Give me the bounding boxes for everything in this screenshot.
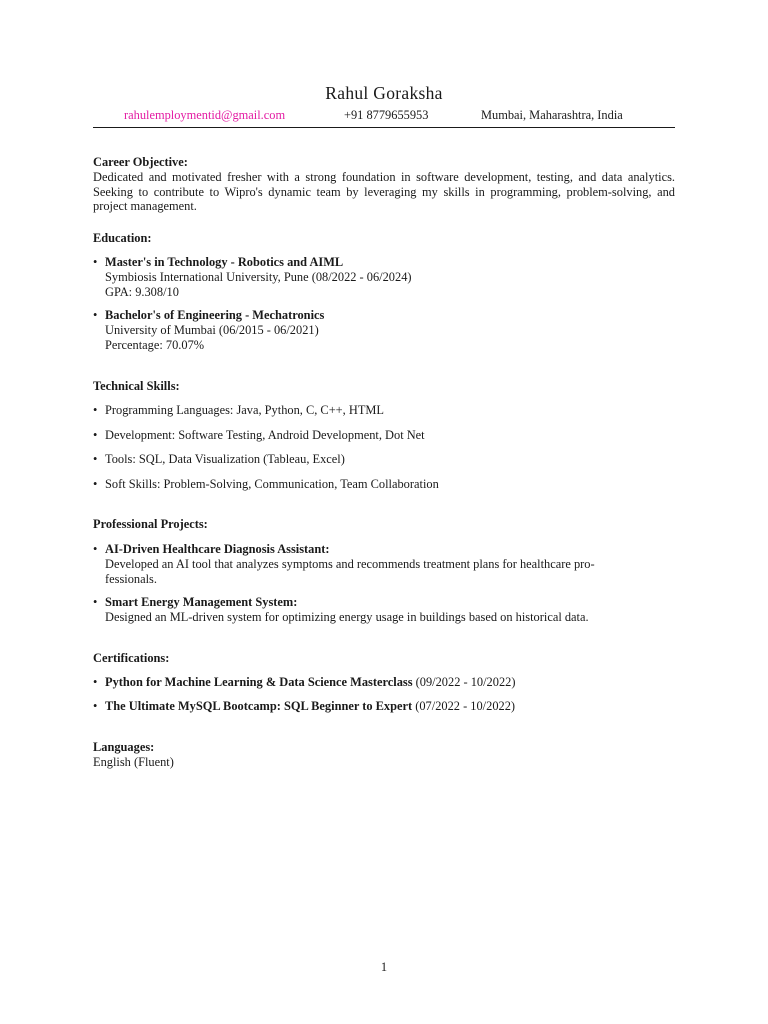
skill-text: Development: Software Testing, Android Development, Dot Net bbox=[105, 428, 425, 442]
skill-text: Tools: SQL, Data Visualization (Tableau, Excel) bbox=[105, 452, 345, 466]
candidate-name: Rahul Goraksha bbox=[325, 83, 443, 103]
certification-dates: (09/2022 - 10/2022) bbox=[415, 675, 516, 689]
email-link[interactable]: rahulemploymentid@gmail.com bbox=[124, 108, 286, 122]
project-name: Smart Energy Management System: bbox=[105, 595, 298, 609]
certifications-list-1 bbox=[93, 675, 675, 690]
bullet-icon: • bbox=[93, 477, 98, 491]
bullet-icon: • bbox=[93, 699, 98, 713]
skills-list-2 bbox=[93, 428, 675, 443]
skills-list-1 bbox=[93, 403, 675, 418]
degree-title: Bachelor's of Engineering - Mechatronics bbox=[105, 308, 325, 322]
project-description-line: Designed an ML-driven system for optimizing energy usage in buildings based on historical data. bbox=[105, 609, 589, 624]
career-objective-heading: Career Objective: bbox=[93, 155, 188, 169]
certifications-heading: Certifications: bbox=[93, 651, 170, 665]
bullet-icon: • bbox=[93, 542, 98, 556]
bullet-icon: • bbox=[93, 452, 98, 466]
project-item bbox=[93, 542, 675, 586]
institution: Symbiosis International University, Pune (08/2022 - 06/2024) bbox=[105, 269, 412, 284]
education-section bbox=[93, 231, 675, 246]
certification-item bbox=[93, 699, 675, 714]
project-item bbox=[93, 595, 675, 625]
career-objective-text: Dedicated and motivated fresher with a strong foundation in software development, testing, and data analytics. Seeking to contribute to Wipro's dynamic team by leveraging my skills in programming, problem-solving, and project management. bbox=[93, 169, 675, 214]
skill-item bbox=[93, 477, 675, 492]
projects-list-2 bbox=[93, 595, 675, 625]
skills-heading: Technical Skills: bbox=[93, 379, 180, 393]
skill-text: Soft Skills: Problem-Solving, Communication, Team Collaboration bbox=[105, 477, 439, 491]
education-list-2 bbox=[93, 308, 675, 352]
score: GPA: 9.308/10 bbox=[105, 284, 179, 299]
certification-dates: (07/2022 - 10/2022) bbox=[415, 699, 516, 713]
institution: University of Mumbai (06/2015 - 06/2021) bbox=[105, 322, 319, 337]
bullet-icon: • bbox=[93, 403, 98, 417]
project-description-line: Developed an AI tool that analyzes symptoms and recommends treatment plans for healthcare pro- bbox=[105, 556, 595, 571]
skill-item bbox=[93, 403, 675, 418]
projects-section bbox=[93, 517, 675, 532]
page-number: 1 bbox=[380, 960, 388, 974]
education-item bbox=[93, 255, 675, 299]
bullet-icon: • bbox=[93, 675, 98, 689]
certifications-list-2 bbox=[93, 699, 675, 714]
education-list bbox=[93, 255, 675, 299]
degree-title: Master's in Technology - Robotics and AIML bbox=[105, 255, 344, 269]
header-divider bbox=[93, 127, 675, 128]
skill-item bbox=[93, 452, 675, 467]
certification-name: Python for Machine Learning & Data Science Masterclass bbox=[105, 675, 413, 689]
education-heading: Education: bbox=[93, 231, 152, 245]
location: Mumbai, Maharashtra, India bbox=[481, 108, 623, 122]
score: Percentage: 70.07% bbox=[105, 337, 205, 352]
skills-list-4 bbox=[93, 477, 675, 492]
certification-item bbox=[93, 675, 675, 690]
bullet-icon: • bbox=[93, 595, 98, 609]
bullet-icon: • bbox=[93, 255, 98, 269]
phone-number: +91 8779655953 bbox=[344, 108, 429, 122]
project-name: AI-Driven Healthcare Diagnosis Assistant: bbox=[105, 542, 330, 556]
project-description-line: fessionals. bbox=[105, 571, 157, 586]
skill-item bbox=[93, 428, 675, 443]
skills-list-3 bbox=[93, 452, 675, 467]
skill-text: Programming Languages: Java, Python, C, C++, HTML bbox=[105, 403, 384, 417]
skills-section bbox=[93, 379, 675, 394]
languages-text: English (Fluent) bbox=[93, 754, 174, 769]
languages-heading: Languages: bbox=[93, 740, 155, 754]
projects-list-1 bbox=[93, 542, 675, 586]
projects-heading: Professional Projects: bbox=[93, 517, 208, 531]
bullet-icon: • bbox=[93, 308, 98, 322]
certifications-section bbox=[93, 651, 675, 666]
career-objective-section bbox=[93, 155, 675, 214]
bullet-icon: • bbox=[93, 428, 98, 442]
education-item bbox=[93, 308, 675, 352]
languages-section bbox=[93, 740, 675, 770]
certification-name: The Ultimate MySQL Bootcamp: SQL Beginner to Expert bbox=[105, 699, 413, 713]
